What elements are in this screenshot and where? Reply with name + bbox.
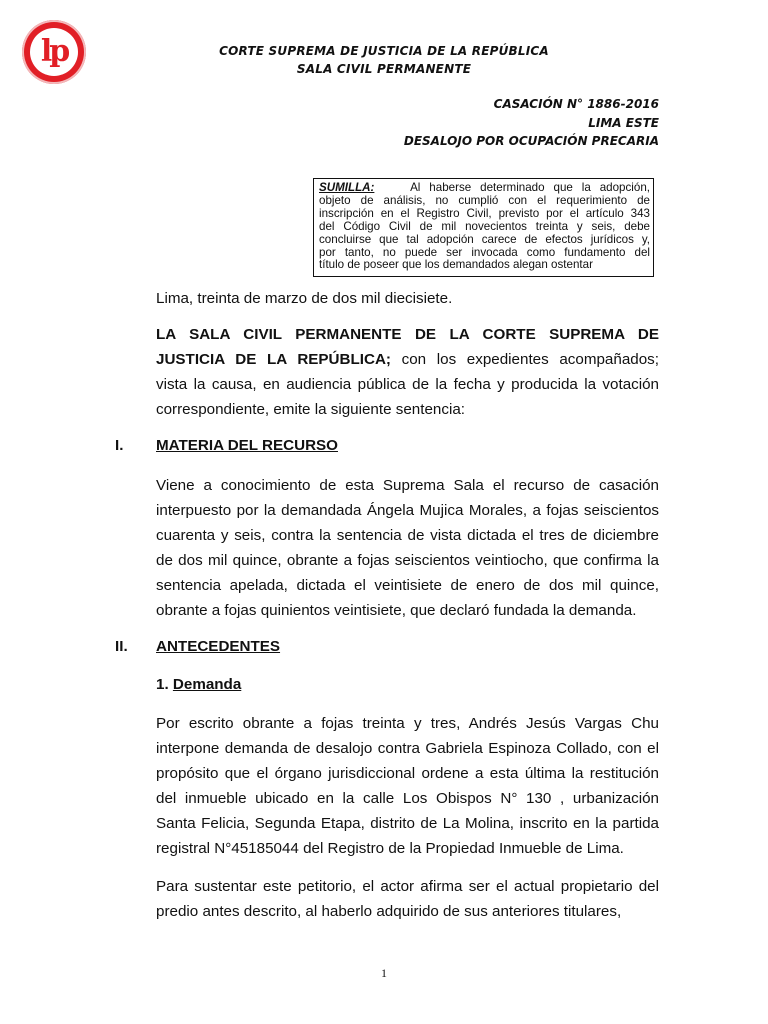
sumilla-label: SUMILLA: [319,181,375,194]
court-title: CORTE SUPREMA DE JUSTICIA DE LA REPÚBLICA [219,44,549,58]
case-district: LIMA ESTE [588,116,659,130]
intro-line: vista la causa, en audiencia pública de la fecha y producida la votación [156,376,659,393]
sumilla-line: del Código Civil de mil novecientos treinta y seis, debe [319,219,650,233]
case-matter: DESALOJO POR OCUPACIÓN PRECARIA [403,134,659,148]
section-2-paragraph-2 [156,874,659,924]
paragraph-line: Para sustentar este petitorio, el actor afirma ser el actual propietario del [156,878,659,895]
intro-paragraph [156,322,659,422]
section-title: MATERIA DEL RECURSO [156,437,338,454]
paragraph-line: sentencia apelada, dictada el veintisiete de enero de dos mil quince, [156,577,659,594]
lp-logo-text: lp [40,34,68,69]
page-number: 1 [381,966,387,980]
paragraph-line: del inmueble ubicado en la calle Los Obispos N° 130 , urbanización [156,790,659,807]
section-1-paragraph [156,473,659,623]
intro-line: correspondiente, emite la siguiente sentencia: [156,401,466,418]
sumilla-box [313,178,654,277]
section-number: II. [115,638,128,655]
paragraph-line: Por escrito obrante a fojas treinta y tres, Andrés Jesús Vargas Chu [156,715,659,732]
section-2-paragraph-1 [156,711,659,861]
paragraph-line: propósito que el órgano jurisdiccional ordene a esta última la restitución [156,765,659,782]
paragraph-line: Viene a conocimiento de esta Suprema Sala el recurso de casación [156,477,659,494]
sumilla-line: título de poseer que los demandados alegan ostentar [319,258,593,272]
chamber-title: SALA CIVIL PERMANENTE [296,62,472,76]
sumilla-line: inscripción en el Registro Civil, previsto por el artículo 343 [319,206,650,220]
paragraph-line: predio antes descrito, al haberlo adquirido de sus anteriores titulares, [156,903,622,920]
paragraph-line: Santa Felicia, Segunda Etapa, distrito de La Molina, inscrito en la partida [156,815,659,832]
paragraph-line: registral N°45185044 del Registro de la Propiedad Inmueble de Lima. [156,840,624,857]
sumilla-line: objeto de análisis, no cumplió con el requerimiento de [319,193,650,207]
date-line: Lima, treinta de marzo de dos mil diecisiete. [156,290,453,307]
intro-line: LA SALA CIVIL PERMANENTE DE LA CORTE SUPREMA DE [156,326,659,343]
case-number: CASACIÓN N° 1886-2016 [493,97,659,111]
section-title: ANTECEDENTES [156,638,281,655]
section-number: I. [115,437,124,454]
sumilla-line: por tanto, no puede ser invocada como fundamento del [319,245,650,259]
intro-line: JUSTICIA DE LA REPÚBLICA; con los expedientes acompañados; [156,351,659,368]
subsection-title: 1. Demanda [156,676,242,693]
sumilla-line: SUMILLA: Al haberse determinado que la adopción, [319,181,650,194]
paragraph-line: cuarenta y seis, contra la sentencia de vista dictada el tres de diciembre [156,527,659,544]
paragraph-line: de dos mil quince, obrante a fojas seiscientos veintiocho, que confirma la [156,552,659,569]
paragraph-line: obrante a fojas quinientos veintisiete, que declaró fundada la demanda. [156,602,637,619]
paragraph-line: interpone demanda de desalojo contra Gabriela Espinoza Collado, con el [156,740,659,757]
paragraph-line: interpuesto por la demandada Ángela Mujica Morales, a fojas seiscientos [156,502,659,519]
sumilla-line: concluirse que tal adopción carece de efectos jurídicos y, [319,232,650,246]
